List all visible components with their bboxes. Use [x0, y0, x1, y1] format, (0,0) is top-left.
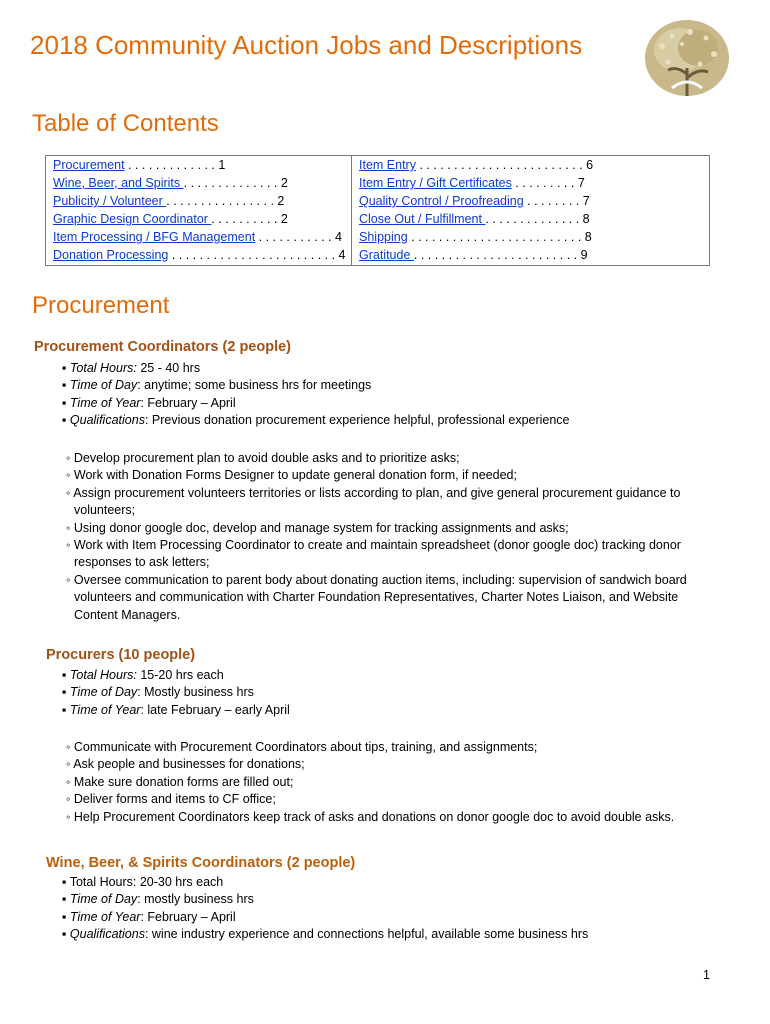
- procurers-heading: Procurers (10 people): [46, 647, 196, 663]
- toc-link[interactable]: Gratitude: [359, 248, 414, 262]
- tree-logo-icon: [642, 18, 732, 98]
- toc-link[interactable]: Quality Control / Proofreading: [359, 194, 524, 208]
- task-item: ◦ Work with Item Processing Coordinator to create and maintain spreadsheet (donor google doc) tracking donor responses to ask letters;: [66, 538, 681, 570]
- fact-value: : anytime; some business hrs for meetings: [137, 378, 372, 393]
- toc-dots-page: . . . . . . . . . . . . . 1: [124, 158, 226, 172]
- toc-dots-page: . . . . . . . . . . . 4: [255, 230, 343, 244]
- toc-entry: [46, 246, 351, 264]
- bullet: ▪: [62, 927, 70, 942]
- fact-key: Total Hours:: [69, 361, 137, 375]
- toc-dots-page: . . . . . . . . . . . . . . 2: [183, 176, 288, 190]
- bullet: ▪: [62, 892, 70, 907]
- procurement-coordinators-facts: [62, 360, 722, 430]
- fact-key: Time of Day: [69, 892, 138, 907]
- toc-link[interactable]: Close Out / Fulfillment: [359, 212, 486, 226]
- toc-entry: [352, 174, 709, 192]
- fact-line: [62, 684, 722, 701]
- toc-entry: [46, 192, 351, 210]
- procurement-coordinators-tasks: [66, 450, 716, 624]
- task-item: ◦ Help Procurement Coordinators keep track of asks and donations on donor google doc to avoid double asks.: [66, 809, 675, 824]
- document-title: 2018 Community Auction Jobs and Descriptions: [30, 30, 583, 60]
- toc-dots-page: . . . . . . . . . . . . . . . . . . . . . . . . 9: [413, 248, 588, 262]
- toc-entry: [352, 228, 709, 246]
- fact-key: Time of Year: [69, 909, 141, 924]
- fact-line: [62, 395, 722, 412]
- task-item: ◦ Assign procurement volunteers territories or lists according to plan, and give general procurement guidance to volunteers;: [66, 485, 681, 518]
- task-item: ◦ Oversee communication to parent body about donating auction items, including: supervision of sandwich board volunteers and communication with Charter Foundation Representatives, Charter Notes Liaison, and Website Content Managers.: [66, 572, 687, 622]
- fact-line: [62, 702, 722, 719]
- toc-dots-page: . . . . . . . . . . 2: [211, 212, 288, 226]
- fact-value: : February – April: [140, 909, 236, 924]
- wine-coordinators-heading: Wine, Beer, & Spirits Coordinators (2 people): [46, 855, 356, 871]
- fact-line: [62, 909, 722, 926]
- procurers-tasks: [66, 739, 716, 826]
- fact-value: Total Hours: 20-30 hrs each: [69, 875, 224, 889]
- fact-line: [62, 360, 722, 377]
- toc-link[interactable]: Procurement: [53, 158, 125, 172]
- task-item: ◦ Make sure donation forms are filled out;: [66, 774, 294, 789]
- bullet: ▪: [62, 668, 70, 682]
- toc-dots-page: . . . . . . . . 7: [523, 194, 590, 208]
- toc-entry: [46, 210, 351, 228]
- bullet: ▪: [62, 395, 70, 410]
- bullet: ▪: [62, 685, 70, 700]
- fact-line: [62, 891, 722, 908]
- bullet: ▪: [62, 378, 70, 393]
- toc-dots-page: . . . . . . . . . . . . . . . . . . . . . . . . 4: [168, 248, 346, 262]
- wine-coordinators-facts: [62, 874, 722, 944]
- toc-heading: Table of Contents: [32, 110, 219, 137]
- bullet: ▪: [62, 702, 70, 717]
- toc-entry: [46, 174, 351, 192]
- fact-value: 15-20 hrs each: [136, 668, 224, 682]
- toc-dots-page: . . . . . . . . . . . . . . 8: [485, 212, 590, 226]
- bullet: ▪: [62, 413, 70, 428]
- fact-line: [62, 667, 722, 684]
- toc-entry: [352, 192, 709, 210]
- fact-value: : mostly business hrs: [137, 892, 254, 907]
- fact-line: [62, 874, 722, 891]
- toc-link[interactable]: Shipping: [359, 230, 408, 244]
- fact-line: [62, 377, 722, 394]
- toc-link[interactable]: Item Entry / Gift Certificates: [359, 176, 512, 190]
- bullet: ▪: [62, 361, 70, 375]
- fact-key: Time of Year: [69, 395, 141, 410]
- table-of-contents: [45, 155, 710, 266]
- fact-value: : late February – early April: [140, 702, 290, 717]
- fact-value: 25 - 40 hrs: [136, 361, 201, 375]
- procurement-coordinators-heading: Procurement Coordinators (2 people): [34, 339, 292, 355]
- fact-line: [62, 926, 722, 943]
- toc-link[interactable]: Publicity / Volunteer: [53, 194, 167, 208]
- fact-line: [62, 412, 722, 429]
- toc-link[interactable]: Donation Processing: [53, 248, 169, 262]
- fact-value: : wine industry experience and connections helpful, available some business hrs: [144, 927, 589, 942]
- bullet: ▪: [62, 875, 70, 889]
- task-item: ◦ Develop procurement plan to avoid double asks and to prioritize asks;: [66, 451, 460, 465]
- toc-dots-page: . . . . . . . . . . . . . . . . 2: [166, 194, 285, 208]
- bullet: ▪: [62, 909, 70, 924]
- toc-entry: [46, 156, 351, 174]
- fact-value: : Previous donation procurement experience helpful, professional experience: [144, 413, 570, 428]
- page-number: 1: [703, 968, 710, 982]
- toc-entry: [352, 246, 709, 264]
- fact-key: Time of Day: [69, 685, 138, 700]
- fact-key: Time of Day: [69, 378, 138, 393]
- toc-entry: [352, 210, 709, 228]
- toc-entry: [46, 228, 351, 246]
- toc-left-column: [46, 156, 352, 265]
- fact-value: : Mostly business hrs: [137, 685, 254, 700]
- toc-dots-page: . . . . . . . . . . . . . . . . . . . . . . . . . 8: [407, 230, 592, 244]
- toc-dots-page: . . . . . . . . . . . . . . . . . . . . . . . . 6: [415, 158, 594, 172]
- fact-key: Qualifications: [69, 927, 145, 942]
- toc-link[interactable]: Item Processing / BFG Management: [53, 230, 256, 244]
- toc-right-column: [352, 156, 709, 265]
- task-item: ◦ Using donor google doc, develop and manage system for tracking assignments and asks;: [66, 520, 569, 535]
- toc-dots-page: . . . . . . . . . 7: [511, 176, 585, 190]
- fact-key: Qualifications: [69, 413, 145, 428]
- toc-link[interactable]: Graphic Design Coordinator: [53, 212, 212, 226]
- fact-key: Time of Year: [69, 702, 141, 717]
- toc-link[interactable]: Wine, Beer, and Spirits: [53, 176, 184, 190]
- toc-entry: [352, 156, 709, 174]
- task-item: ◦ Ask people and businesses for donations;: [66, 757, 305, 772]
- task-item: ◦ Work with Donation Forms Designer to update general donation form, if needed;: [66, 468, 517, 483]
- procurers-facts: [62, 667, 722, 719]
- fact-value: : February – April: [140, 395, 236, 410]
- task-item: ◦ Deliver forms and items to CF office;: [66, 792, 276, 807]
- toc-link[interactable]: Item Entry: [359, 158, 416, 172]
- section-heading-procurement: Procurement: [32, 292, 170, 319]
- task-item: ◦ Communicate with Procurement Coordinators about tips, training, and assignments;: [66, 740, 538, 754]
- fact-key: Total Hours:: [69, 668, 137, 682]
